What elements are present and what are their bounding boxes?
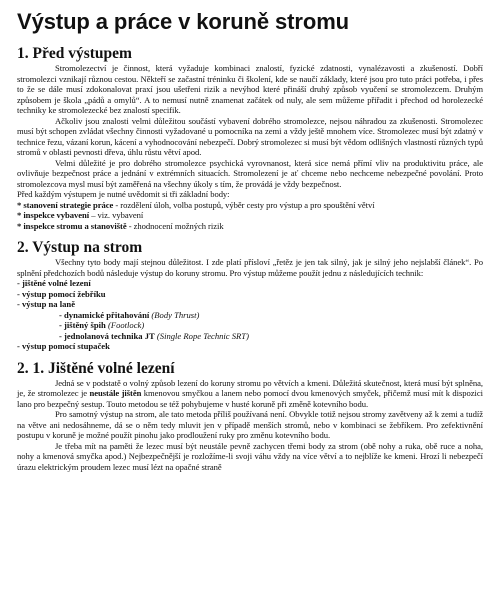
bullet-text: - zhodnocení možných rizik [126,220,224,231]
list-item-label: - jištěný špih [59,320,106,330]
page-title: Výstup a práce v koruně stromu [17,9,349,34]
bullet-text: – viz. vybavení [89,210,144,220]
paragraph: Stromolezectví je činnost, která vyžaduje kombinaci znalostí, fyzické zdatnosti, vynalézavosti a zkušeností. Dobří stromolezci vznikají různou cestou. Někteří se začastní tréninku či školení, kde se naučí základy, které jsou pro tuto práci potřeba, i přes to že se dále musí zdokonalovat praxí jsou ušetřeni rizik a nevýhod které přináší druhý způsob vyučení se stromolezcem. Druhým způsobem je škola „pádů a omylů“. A to nemusí nutně znamenat začátek od nuly, ale sem můžeme přiřadit i přechod od horolezecké techniky ke stromolezecké bez znalostí specifik. [17,63,483,115]
bullet-label: * stanovení strategie práce [17,199,114,210]
list-item-label: - dynamické přitahování [59,309,150,320]
paragraph: Všechny tyto body mají stejnou důležitost. I zde platí přísloví „řetěz je jen tak silný, jak je silný jeho nejslabší článek“. Po splnění předchozích bodů následuje výstup do koruny stromu. Pro výstup můžeme použít jednu z následujících technik: [17,257,483,278]
paragraph: Velmi důležité je pro dobrého stromolezce psychická vyrovnanost, která sice nemá přímí vliv na produktivitu práce, ale ovlivňuje bezpečnost práce a jednání v extrémních situacích. Stromolezení je ať chceme nebo nechceme nebezpečné povolání. Proto stromolezcova mysl musí být zaměřená na všechny úkoly s tím, že provádá je vždy bezpečnost. [17,157,483,189]
paragraph-text: kmenovou smyčkou a lanem nebo pomocí dvou kmenových smyček, přičemž musí mít k dispozici lano pro bezpečný sestup. Touto metodou se též pohybujeme v husté koruně při změně kotevního bodu. [17,388,483,409]
list-item-note: (Single Rope Technic SRT) [156,330,249,341]
paragraph: Před každým výstupem je nutné uvědomit si tři základní body: [17,189,230,199]
bullet-label: * inspekce stromu a stanoviště [17,220,127,231]
section-heading-before-climb: 1. Před výstupem [17,45,132,62]
paragraph [17,378,483,410]
list-item: - výstup pomocí žebříku [17,288,106,299]
emphasis-text: neustále jištěn [89,388,142,398]
bullet-item [17,221,483,232]
list-item: - výstup na laně [17,299,76,309]
paragraph-text: Jedná se v podstatě o volný způsob lezení do koruny stromu po větvích a kmeni. Důležitá skutečnost, která musí být splněna, je, že stromolezec je [17,377,483,398]
list-item [17,331,483,342]
technique-list [17,278,483,352]
bullet-item [17,200,483,211]
section-heading-free-climbing: 2. 1. Jištěné volné lezení [17,359,175,377]
section-heading-climb: 2. Výstup na strom [17,239,143,256]
list-item-note: (Body Thrust) [151,309,200,320]
list-item [17,320,483,331]
list-item [17,310,483,321]
bullet-label: * inspekce vybavení [17,210,90,220]
list-item: - výstup pomocí stupaček [17,341,110,351]
paragraph: Pro samotný výstup na strom, ale tato metoda příliš používaná není. Obvykle totiž nejsou stromy zavětveny až k zemi a tudíž na větve ani nedosáhneme, dá se o něm tedy mluvit jen v případě menších stromů, nebo v kombinaci se žebříkem. Pro zefektivnění postupu v koruně je možné použít pinohu jako prodloužení ruky pro změnu kotevního bodu. [17,409,483,440]
bullet-item [17,210,483,221]
bullet-text: - rozdělení úloh, volba postupů, výběr cesty pro výstup a pro spouštění větví [113,199,375,210]
paragraph: Ačkoliv jsou znalosti velmi důležitou součástí vybavení dobrého stromolezce, nejsou náhradou za zkušenosti. Stromolezec musí být schopen zvládat všechny činnosti vyžadované u pomocníka na zemi a vždy ještě mnohem více. Stromolezec musí být zdatný v technice řezu, vázaní korun, kácení a vyhodnocování nebezpečí. Dobrý stromolezec si musí být vědom odlišných vlastností různých typů stromů v oblasti pevnosti dřeva, úhlu růstu větví apod. [17,115,483,157]
list-item: - jištěné volné lezení [17,278,91,288]
paragraph: Je třeba mít na paměti že lezec musí být neustále pevně zachycen třemi body za strom (obě nohy a ruka, obě ruce a noha, nohy a kmenová smyčka apod.) Nejbezpečnější je rozložíme-li svoji váhu vždy na více větví a to nejblíže ke kmeni. Hrozí li nebezpečí úrazu elektrickým proudem lezec musí lézt na opačné straně [17,440,483,472]
list-item-label: - jednolanová technika JT [59,330,155,341]
list-item-note: (Footlock) [107,320,145,330]
